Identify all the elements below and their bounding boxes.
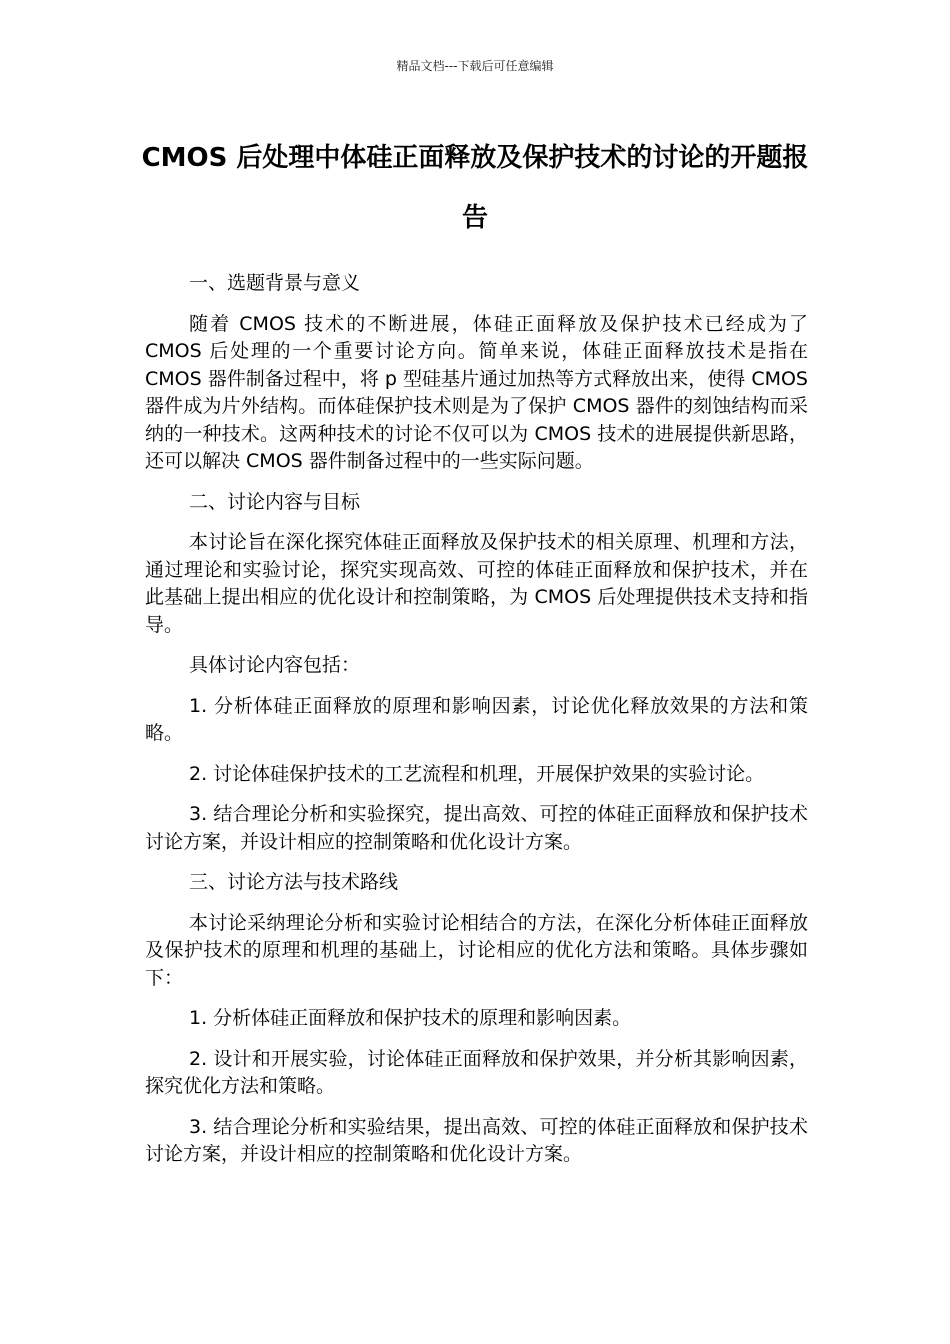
document-body: [145, 270, 808, 1182]
section-heading-background: 一、选题背景与意义: [189, 272, 361, 294]
section-heading-content-goals: 二、讨论内容与目标: [189, 490, 361, 513]
list-item: 2. 讨论体硅保护技术的工艺流程和机理，开展保护效果的实验讨论。: [189, 762, 765, 785]
list-item: 1. 分析体硅正面释放和保护技术的原理和影响因素。: [189, 1007, 632, 1029]
list-item: 1. 分析体硅正面释放的原理和影响因素，讨论优化释放效果的方法和策略。: [145, 694, 808, 744]
header-note: 精品文档---下载后可任意编辑: [396, 59, 554, 73]
list-item: 3. 结合理论分析和实验探究，提出高效、可控的体硅正面释放和保护技术讨论方案，并设计相应的控制策略和优化设计方案。: [145, 803, 808, 853]
paragraph-methods: 本讨论采纳理论分析和实验讨论相结合的方法，在深化分析体硅正面释放及保护技术的原理和机理的基础上，讨论相应的优化方法和策略。具体步骤如下：: [145, 911, 808, 989]
list-intro: 具体讨论内容包括：: [189, 654, 361, 676]
list-item: 2. 设计和开展实验，讨论体硅正面释放和保护效果，并分析其影响因素，探究优化方法和策略。: [145, 1047, 808, 1097]
document-title: CMOS 后处理中体硅正面释放及保护技术的讨论的开题报告: [141, 143, 809, 233]
section-heading-methods: 三、讨论方法与技术路线: [189, 871, 399, 893]
paragraph-background: 随着 CMOS 技术的不断进展，体硅正面释放及保护技术已经成为了 CMOS 后处理的一个重要讨论方向。简单来说，体硅正面释放技术是指在 CMOS 器件制备过程中，将 p 型硅基片通过加热等方式释放出来，使得 CMOS 器件成为片外结构。而体硅保护技术则是为了保护 CMOS 器件的刻蚀结构而采纳的一种技术。这两种技术的讨论不仅可以为 CMOS 技术的进展提供新思路，还可以解决 CMOS 器件制备过程中的一些实际问题。: [145, 312, 808, 472]
list-item: 3. 结合理论分析和实验结果，提出高效、可控的体硅正面释放和保护技术讨论方案，并设计相应的控制策略和优化设计方案。: [145, 1115, 808, 1165]
paragraph-content-goals: 本讨论旨在深化探究体硅正面释放及保护技术的相关原理、机理和方法，通过理论和实验讨论，探究实现高效、可控的体硅正面释放和保护技术，并在此基础上提出相应的优化设计和控制策略，为 CMOS 后处理提供技术支持和指导。: [145, 531, 808, 636]
